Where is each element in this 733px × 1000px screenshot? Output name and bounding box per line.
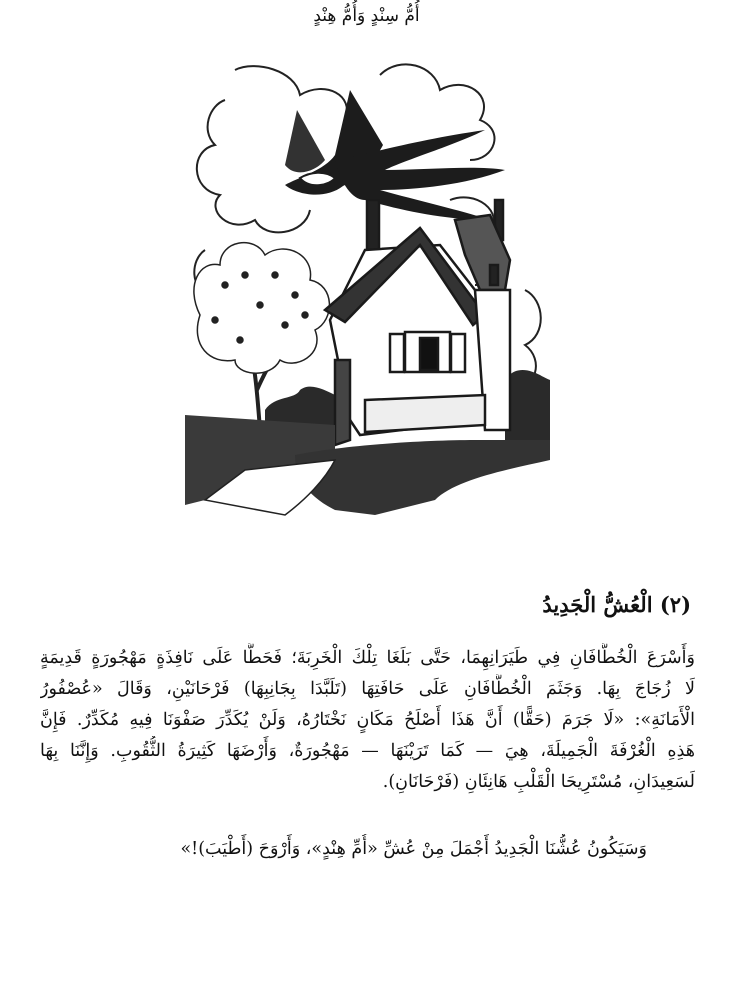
swallows-house-illustration	[185, 60, 550, 520]
paragraph-line: وَسَيَكُونُ عُشُّنَا الْجَدِيدُ أَجْمَلَ مِنْ عُشِّ «أُمِّ هِنْدٍ»، وَأَرْوَحَ (أَطْيَبَ)!»	[180, 839, 647, 859]
paragraph-line: وَأَسْرَعَ الْخُطَّافَانِ فِي طَيَرَانِهِمَا، حَتَّى بَلَغَا تِلْكَ الْخَرِبَةَ؛ فَحَطَّا عَلَى نَافِذَةٍ مَهْجُورَةٍ قَدِيمَةٍ	[40, 648, 695, 668]
house	[325, 200, 510, 445]
section-heading: (٢) الْعُشُّ الْجَدِيدُ	[542, 592, 691, 617]
paragraph-line: هَذِهِ الْغُرْفَةَ الْجَمِيلَةَ، هِيَ — كَمَا تَرَيْنَهَا — مَهْجُورَةٌ، وَأَرْضَهَا كَثِيرَةُ الثُّقُوبِ. وَإِنَّنَا بِهَا	[40, 741, 695, 761]
paragraph-1	[40, 643, 695, 798]
running-title: أُمُّ سِنْدٍ وَأُمُّ هِنْدٍ	[313, 6, 420, 26]
paragraph-line: لَا زُجَاجَ بِهَا. وَجَثَمَ الْخُطَّافَانِ عَلَى حَافَتِهَا (تَلَبَّدَا بِجَانِبِهَا) فَرْحَانَيْنِ، وَقَالَ «عُصْفُورُ	[40, 679, 695, 699]
paragraph-2	[40, 834, 695, 865]
paragraph-line: الْأَمَانَةِ»: «لَا جَرَمَ (حَقًّا) أَنَّ هَذَا أَصْلَحُ مَكَانٍ نَخْتَارُهُ، وَلَنْ يُكَدِّرَ صَفْوَنَا فِيهِ مُكَدِّرٌ. فَإِنَّ	[40, 710, 695, 730]
swallow-icon	[285, 90, 505, 220]
paragraph-line: لَسَعِيدَانِ، مُسْتَرِيحَا الْقَلْبِ هَانِئَانِ (فَرْحَانَانِ).	[382, 772, 695, 792]
